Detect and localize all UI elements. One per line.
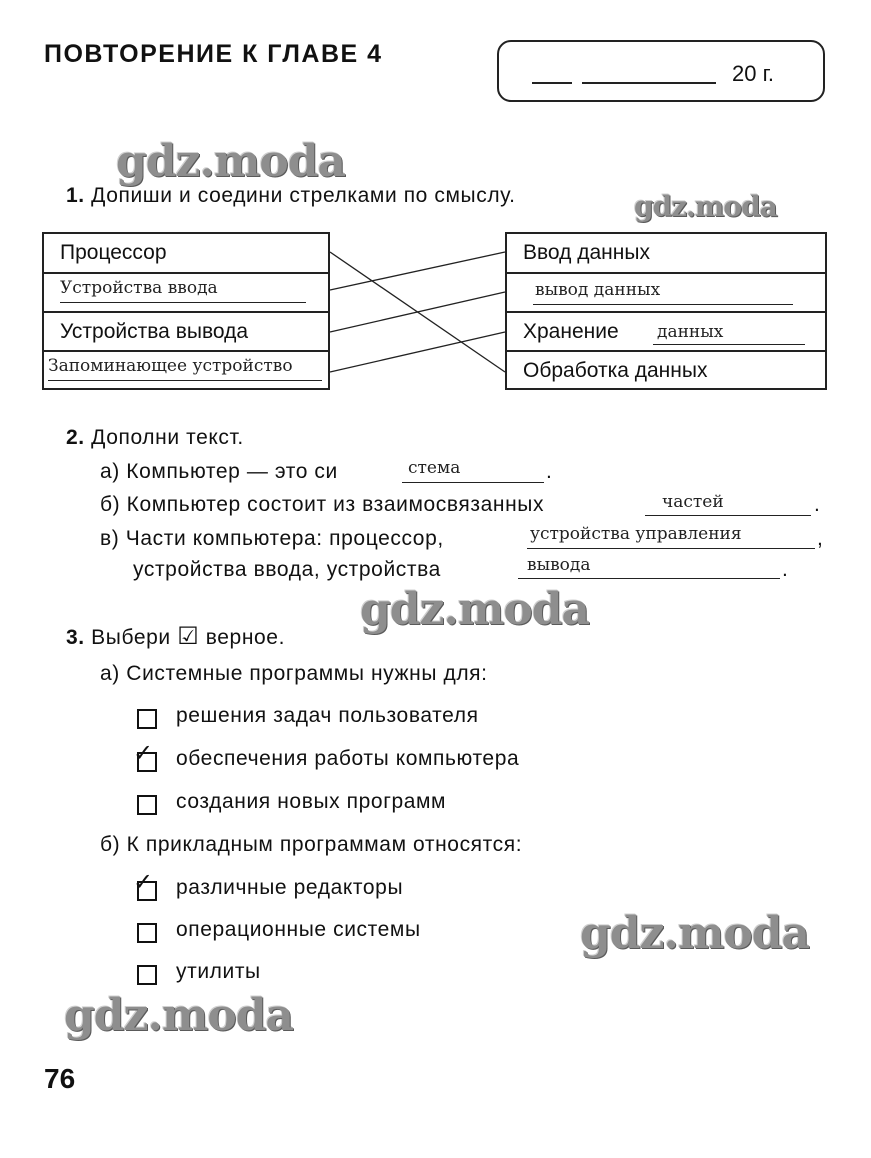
date-year: 20 г. <box>732 61 775 86</box>
connection-line <box>330 252 505 290</box>
option-checkbox[interactable] <box>133 740 157 772</box>
task3-question-a: а) Системные программы нужны для: <box>100 662 488 685</box>
task2-b-fill: частей <box>662 492 724 512</box>
option-checkbox[interactable] <box>137 709 157 729</box>
task3-instruction-a: Выбери <box>91 626 171 649</box>
fill-line <box>402 482 544 483</box>
watermark: gdz.moda <box>64 990 294 1041</box>
fill-line <box>518 578 780 579</box>
option-label: различные редакторы <box>176 876 404 899</box>
task2-line-a <box>100 460 338 484</box>
watermark: gdz.moda <box>634 190 777 223</box>
option-label: создания новых программ <box>176 790 447 813</box>
task2-number: 2. <box>66 426 85 449</box>
watermark: gdz.moda <box>116 136 346 187</box>
right-cell-data-output: вывод данных <box>535 280 661 300</box>
task3-instruction-b: верное. <box>205 626 286 649</box>
option-label: утилиты <box>176 960 261 983</box>
fill-line <box>645 515 811 516</box>
option-label: обеспечения работы компьютера <box>176 747 520 770</box>
page-title: ПОВТОРЕНИЕ К ГЛАВЕ 4 <box>44 40 383 68</box>
right-cell-data-input: Ввод данных <box>523 241 650 264</box>
left-cell-input-devices: Устройства ввода <box>60 278 218 298</box>
task2-c2-text: устройства ввода, устройства <box>133 558 441 581</box>
task2-a-fill: стема <box>408 458 461 478</box>
task1-number: 1. <box>66 184 85 207</box>
connection-line <box>330 292 505 332</box>
watermark: gdz.moda <box>360 584 590 635</box>
comma: , <box>817 527 824 550</box>
task3-heading <box>66 622 285 651</box>
option-label: решения задач пользователя <box>176 704 479 727</box>
option-label: операционные системы <box>176 918 421 941</box>
right-cell-data-processing: Обработка данных <box>523 359 708 382</box>
left-cell-processor: Процессор <box>60 241 167 264</box>
task1-instruction: Допиши и соедини стрелками по смыслу. <box>91 184 516 207</box>
option-checkbox[interactable] <box>133 869 157 901</box>
task2-line-c2 <box>133 558 441 582</box>
connection-line <box>330 332 505 372</box>
task2-line-b <box>100 493 544 517</box>
task2-c2-fill: вывода <box>527 555 591 575</box>
option-checkbox[interactable] <box>137 923 157 943</box>
left-cell-output-devices: Устройства вывода <box>60 320 249 343</box>
task3-number: 3. <box>66 626 85 649</box>
fill-line <box>527 548 815 549</box>
checked-box-icon: ☑ <box>177 623 200 650</box>
period: . <box>546 460 553 483</box>
left-cell-storage: Запоминающее устройство <box>48 356 293 376</box>
task2-heading <box>66 426 244 450</box>
task2-c-text: в) Части компьютера: процессор, <box>100 527 444 550</box>
period: . <box>814 493 821 516</box>
task2-a-text: а) Компьютер — это си <box>100 460 338 483</box>
task2-line-c <box>100 527 444 551</box>
task2-b-text: б) Компьютер состоит из взаимосвязанных <box>100 493 545 516</box>
task2-instruction: Дополни текст. <box>91 426 244 449</box>
right-cell-storage-fill: данных <box>657 322 724 342</box>
check-mark-icon: ✓ <box>133 740 154 767</box>
right-cell-storage: Хранение <box>523 320 619 343</box>
check-mark-icon: ✓ <box>133 869 154 896</box>
watermark: gdz.moda <box>580 908 810 959</box>
task2-c-fill: устройства управления <box>530 524 742 544</box>
page-number: 76 <box>44 1063 76 1094</box>
option-checkbox[interactable] <box>137 965 157 985</box>
task3-question-b: б) К прикладным программам относятся: <box>100 833 523 856</box>
period: . <box>782 558 789 581</box>
option-checkbox[interactable] <box>137 795 157 815</box>
